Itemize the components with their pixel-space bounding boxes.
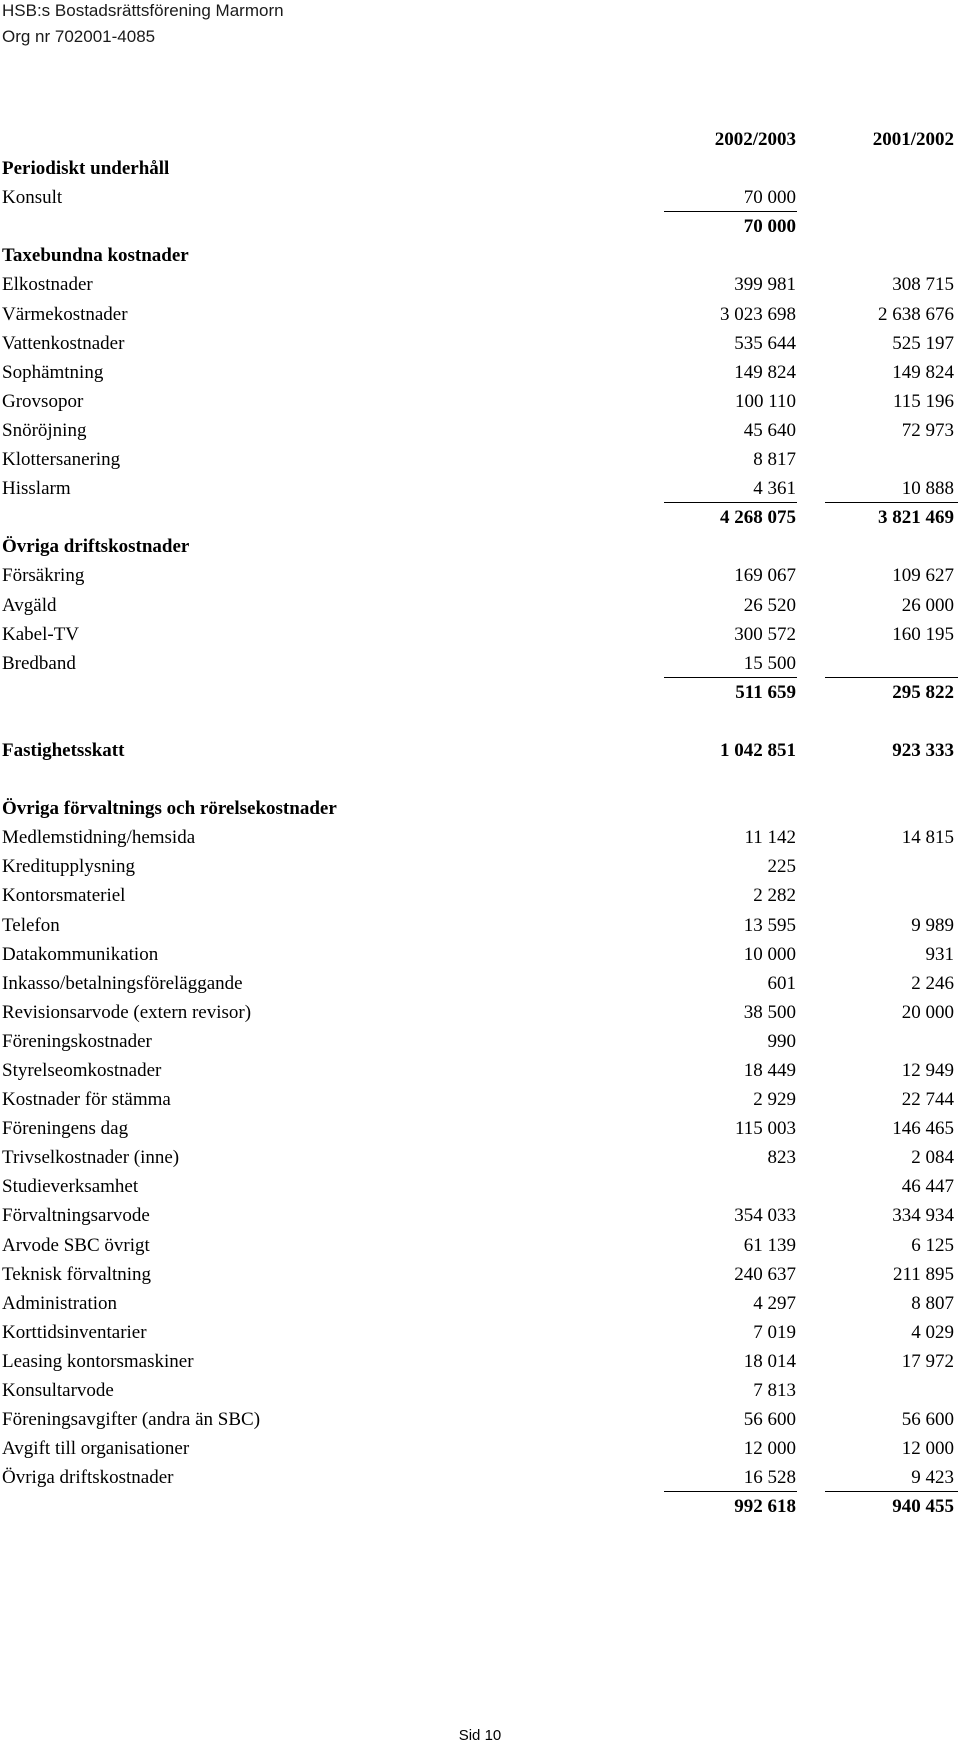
- row-label: Sophämtning: [2, 361, 104, 383]
- value-2001-2002: 2 084: [911, 1147, 954, 1169]
- table-row: [0, 1434, 960, 1463]
- table-row: [0, 474, 960, 503]
- value-2001-2002: 56 600: [901, 1409, 954, 1431]
- table-body: [0, 154, 960, 1521]
- value-2001-2002: 160 195: [892, 623, 954, 645]
- row-label: Försäkring: [2, 565, 85, 587]
- value-2001-2002: 940 455: [892, 1496, 954, 1518]
- value-2001-2002: 3 821 469: [878, 507, 954, 529]
- table-row: [0, 852, 960, 881]
- row-label: Leasing kontorsmaskiner: [2, 1350, 194, 1372]
- table-row: [0, 1318, 960, 1347]
- cost-table: [0, 125, 960, 1522]
- value-2002-2003: 38 500: [743, 1001, 796, 1023]
- value-2001-2002: 308 715: [892, 274, 954, 296]
- value-2001-2002: 10 888: [901, 478, 954, 500]
- value-2001-2002: 12 949: [901, 1060, 954, 1081]
- row-label: Korttidsinventarier: [2, 1321, 147, 1343]
- table-row: [0, 1114, 960, 1143]
- row-label: Bredband: [2, 652, 76, 674]
- table-row: [0, 532, 960, 561]
- value-2002-2003: 300 572: [734, 623, 796, 645]
- row-label: Inkasso/betalningsföreläggande: [2, 972, 243, 994]
- value-2002-2003: 18 449: [743, 1060, 796, 1081]
- table-row: [0, 794, 960, 823]
- table-row: [0, 1027, 960, 1056]
- value-2002-2003: 70 000: [743, 216, 796, 238]
- value-2002-2003: 169 067: [734, 565, 796, 587]
- spacer-row: [0, 707, 960, 736]
- row-label: Övriga driftskostnader: [2, 536, 190, 558]
- row-label: Administration: [2, 1292, 118, 1314]
- value-2001-2002: 923 333: [892, 739, 954, 761]
- table-row: [0, 241, 960, 270]
- row-label: Avgäld: [2, 594, 57, 616]
- row-label: Kabel-TV: [2, 623, 80, 645]
- row-label: Avgift till organisationer: [2, 1438, 190, 1460]
- row-label: Revisionsarvode (extern revisor): [2, 1001, 252, 1023]
- value-2001-2002: 2 638 676: [878, 303, 954, 325]
- table-row: [0, 358, 960, 387]
- value-2002-2003: 2 929: [753, 1089, 796, 1111]
- value-2001-2002: 109 627: [892, 565, 954, 587]
- row-label: Hisslarm: [2, 478, 71, 500]
- table-row: [0, 1201, 960, 1230]
- value-2001-2002: 525 197: [892, 332, 954, 354]
- row-label: Värmekostnader: [2, 303, 128, 325]
- value-2002-2003: 4 361: [753, 478, 796, 500]
- row-label: Studieverksamhet: [2, 1176, 139, 1198]
- value-2002-2003: 992 618: [734, 1496, 796, 1518]
- value-2002-2003: 399 981: [734, 274, 796, 296]
- value-2001-2002: 20 000: [901, 1001, 954, 1023]
- row-label: Fastighetsskatt: [2, 739, 125, 761]
- org-name: HSB:s Bostadsrättsförening Marmorn: [2, 1, 284, 20]
- subtotal-row: [0, 678, 960, 707]
- row-label: Konsult: [2, 187, 63, 209]
- table-row: [0, 387, 960, 416]
- value-2002-2003: 10 000: [743, 943, 796, 965]
- table-row: [0, 620, 960, 649]
- value-2002-2003: 4 268 075: [720, 507, 796, 529]
- table-row: [0, 1260, 960, 1289]
- table-row: [0, 649, 960, 678]
- row-label: Styrelseomkostnader: [2, 1060, 162, 1081]
- value-2002-2003: 18 014: [743, 1350, 796, 1372]
- row-label: Föreningens dag: [2, 1118, 129, 1140]
- value-2002-2003: 61 139: [743, 1234, 796, 1256]
- subtotal-row: [0, 212, 960, 241]
- row-label: Vattenkostnader: [2, 332, 125, 354]
- row-label: Medlemstidning/hemsida: [2, 827, 196, 849]
- table-row: [0, 1085, 960, 1114]
- row-label: Datakommunikation: [2, 943, 159, 965]
- value-2001-2002: 17 972: [901, 1350, 954, 1372]
- table-row: [0, 881, 960, 910]
- value-2002-2003: 354 033: [734, 1205, 796, 1227]
- row-label: Grovsopor: [2, 390, 84, 412]
- value-2001-2002: 149 824: [892, 361, 954, 383]
- column-header-2001-2002: 2001/2002: [872, 129, 954, 150]
- table-row: [0, 1405, 960, 1434]
- table-row: [0, 300, 960, 329]
- table-row: [0, 1347, 960, 1376]
- value-2002-2003: 3 023 698: [720, 303, 796, 325]
- row-label: Arvode SBC övrigt: [2, 1234, 150, 1256]
- value-2002-2003: 225: [767, 856, 796, 878]
- table-row: [0, 270, 960, 299]
- value-2001-2002: 14 815: [901, 827, 954, 849]
- value-2001-2002: 72 973: [901, 419, 954, 441]
- value-2001-2002: 2 246: [911, 972, 954, 994]
- value-2002-2003: 8 817: [753, 449, 796, 471]
- table-row: [0, 154, 960, 183]
- row-label: Kostnader för stämma: [2, 1089, 171, 1111]
- value-2002-2003: 990: [767, 1030, 796, 1052]
- row-label: Konsultarvode: [2, 1380, 114, 1402]
- page-number: Sid 10: [458, 1727, 502, 1744]
- value-2002-2003: 70 000: [743, 187, 796, 209]
- value-2001-2002: 931: [925, 943, 954, 965]
- value-2002-2003: 11 142: [744, 827, 796, 849]
- value-2001-2002: 46 447: [901, 1176, 954, 1198]
- row-label: Telefon: [2, 914, 60, 936]
- table-row: [0, 1056, 960, 1085]
- value-2001-2002: 4 029: [911, 1321, 954, 1343]
- value-2001-2002: 146 465: [892, 1118, 954, 1140]
- value-2002-2003: 240 637: [734, 1263, 796, 1285]
- row-label: Kontorsmateriel: [2, 885, 126, 907]
- value-2001-2002: 115 196: [892, 390, 954, 412]
- value-2002-2003: 823: [767, 1147, 796, 1169]
- value-2002-2003: 4 297: [753, 1292, 796, 1314]
- table-row: [0, 1231, 960, 1260]
- table-row: [0, 416, 960, 445]
- value-2002-2003: 1 042 851: [720, 739, 796, 761]
- subtotal-row: [0, 1492, 960, 1521]
- row-label: Taxebundna kostnader: [2, 245, 189, 267]
- value-2002-2003: 45 640: [743, 419, 796, 441]
- table-row: [0, 998, 960, 1027]
- value-2002-2003: 7 019: [753, 1321, 796, 1343]
- value-2001-2002: 22 744: [901, 1089, 954, 1111]
- row-label: Klottersanering: [2, 449, 121, 471]
- value-2002-2003: 511 659: [735, 681, 796, 703]
- table-row: [0, 445, 960, 474]
- value-2001-2002: 9 423: [911, 1467, 954, 1489]
- value-2001-2002: 295 822: [892, 681, 954, 703]
- table-row: [0, 183, 960, 212]
- value-2002-2003: 535 644: [734, 332, 796, 354]
- value-2002-2003: 26 520: [743, 594, 796, 616]
- table-row: [0, 940, 960, 969]
- table-row: [0, 1463, 960, 1492]
- value-2002-2003: 7 813: [753, 1380, 796, 1402]
- column-header-row: [0, 125, 960, 154]
- row-label: Föreningskostnader: [2, 1030, 152, 1052]
- org-number: Org nr 702001-4085: [2, 27, 156, 46]
- value-2001-2002: 334 934: [892, 1205, 954, 1227]
- table-row: [0, 1172, 960, 1201]
- table-row: [0, 561, 960, 590]
- table-row: [0, 1376, 960, 1405]
- value-2001-2002: 26 000: [901, 594, 954, 616]
- value-2002-2003: 56 600: [743, 1409, 796, 1431]
- table-row: [0, 911, 960, 940]
- row-label: Övriga driftskostnader: [2, 1467, 174, 1489]
- subtotal-row: [0, 503, 960, 532]
- row-label: Trivselkostnader (inne): [2, 1147, 180, 1169]
- value-2002-2003: 16 528: [743, 1467, 796, 1489]
- row-label: Elkostnader: [2, 274, 93, 296]
- value-2002-2003: 601: [767, 972, 796, 994]
- value-2002-2003: 2 282: [753, 885, 796, 907]
- table-row: [0, 591, 960, 620]
- table-row: [0, 969, 960, 998]
- table-row: [0, 823, 960, 852]
- row-label: Förvaltningsarvode: [2, 1205, 150, 1227]
- value-2001-2002: 9 989: [911, 914, 954, 936]
- table-row: [0, 329, 960, 358]
- row-label: Övriga förvaltnings och rörelsekostnader: [2, 798, 337, 820]
- table-row: [0, 1289, 960, 1318]
- table-row: [0, 1143, 960, 1172]
- row-label: Föreningsavgifter (andra än SBC): [2, 1409, 261, 1431]
- value-2002-2003: 12 000: [743, 1438, 796, 1460]
- value-2001-2002: 6 125: [911, 1234, 954, 1256]
- table-row: [0, 736, 960, 765]
- row-label: Kreditupplysning: [2, 856, 135, 878]
- value-2001-2002: 12 000: [901, 1438, 954, 1460]
- value-2002-2003: 149 824: [734, 361, 796, 383]
- value-2002-2003: 115 003: [734, 1118, 796, 1140]
- value-2002-2003: 100 110: [734, 390, 796, 412]
- column-header-2002-2003: 2002/2003: [714, 129, 796, 150]
- value-2002-2003: 15 500: [743, 652, 796, 674]
- row-label: Snöröjning: [2, 419, 87, 441]
- value-2001-2002: 8 807: [911, 1292, 954, 1314]
- row-label: Teknisk förvaltning: [2, 1263, 152, 1285]
- row-label: Periodiskt underhåll: [2, 158, 170, 180]
- value-2001-2002: 211 895: [892, 1263, 954, 1285]
- value-2002-2003: 13 595: [743, 914, 796, 936]
- spacer-row: [0, 765, 960, 794]
